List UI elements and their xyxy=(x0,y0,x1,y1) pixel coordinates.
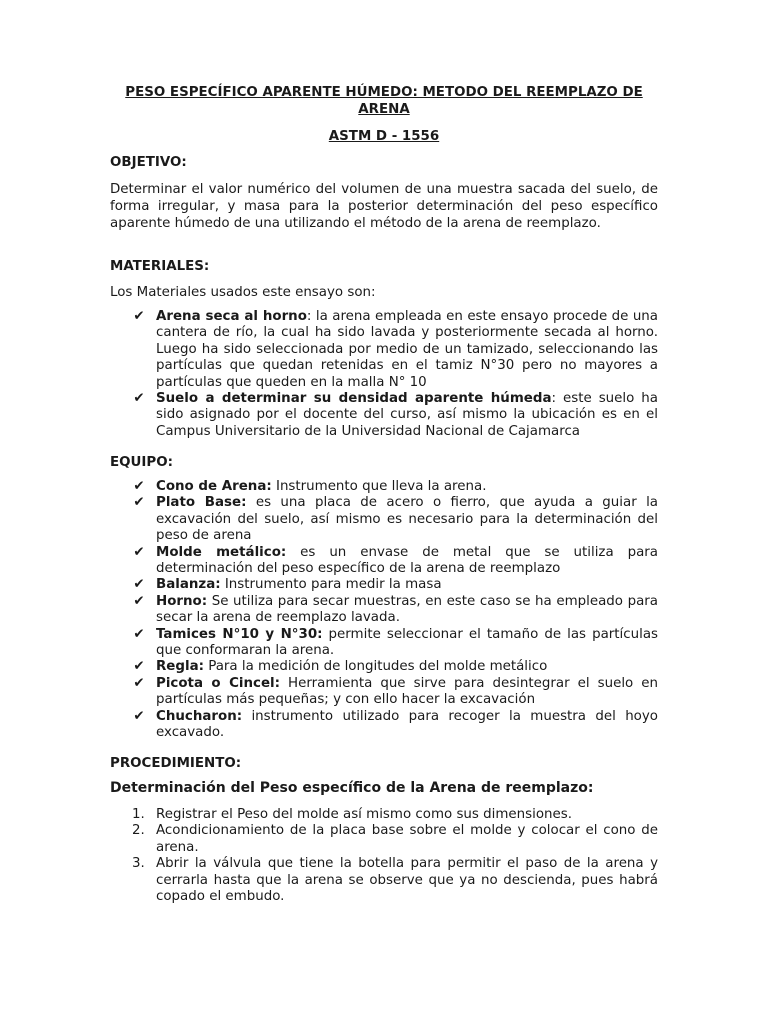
checkmark-icon: ✔ xyxy=(133,626,145,642)
materiales-list xyxy=(110,309,658,440)
item-text: Se utiliza para secar muestras, en este caso se ha empleado para secar la arena de reemplazo lavada. xyxy=(156,593,658,626)
item-term: Regla: xyxy=(156,659,204,675)
list-item xyxy=(110,627,658,660)
checkmark-icon: ✔ xyxy=(133,593,145,609)
checkmark-icon: ✔ xyxy=(133,544,145,560)
objetivo-text: Determinar el valor numérico del volumen de una muestra sacada del suelo, de forma irregular, y masa para la posterior determinación del peso específico aparente húmedo de una utilizando el método de la arena de reemplazo. xyxy=(110,182,658,231)
list-item xyxy=(110,594,658,627)
item-term: Plato Base: xyxy=(156,495,247,511)
item-term: Horno: xyxy=(156,593,208,609)
item-text: : la arena empleada en este ensayo procede de una cantera de río, la cual ha sido lavada y posteriormente secada al horno. Luego ha sido seleccionada por medio de un tamizado, seleccionando las partículas que quedan retenidas en el tamiz N°30 pero no mayores a partículas que queden en la malla N° 10 xyxy=(156,309,658,390)
step-number: 3. xyxy=(132,856,145,872)
checkmark-icon: ✔ xyxy=(133,309,145,324)
checkmark-icon: ✔ xyxy=(133,577,145,593)
item-text: : este suelo ha sido asignado por el docente del curso, así mismo la ubicación es en el Campus Universitario de la Universidad Nacional de Cajamarca xyxy=(156,391,659,439)
item-text: Herramienta que sirve para desintegrar el suelo en partículas más pequeñas; y con ello hacer la excavación xyxy=(156,675,659,708)
procedimiento-subheading: Determinación del Peso específico de la Arena de reemplazo: xyxy=(110,780,594,796)
checkmark-icon: ✔ xyxy=(133,675,145,691)
equipo-heading: EQUIPO: xyxy=(110,455,173,470)
list-item xyxy=(110,479,658,495)
step-text: Acondicionamiento de la placa base sobre el molde y colocar el cono de arena. xyxy=(156,823,658,855)
list-item xyxy=(110,807,658,823)
list-item xyxy=(110,823,658,856)
list-item xyxy=(110,659,658,675)
step-text: Registrar el Peso del molde así mismo como sus dimensiones. xyxy=(156,807,572,822)
list-item xyxy=(110,577,658,593)
item-term: Molde metálico: xyxy=(156,544,287,560)
step-text: Abrir la válvula que tiene la botella para permitir el paso de la arena y cerrarla hasta que la arena se observe que ya no descienda, pues habrá copado el embudo. xyxy=(156,856,658,905)
checkmark-icon: ✔ xyxy=(133,495,145,511)
list-item xyxy=(110,545,658,578)
item-text: permite seleccionar el tamaño de las partículas que conformaran la arena. xyxy=(156,626,659,659)
step-number: 2. xyxy=(132,823,145,839)
objetivo-heading: OBJETIVO: xyxy=(110,155,187,170)
item-term: Tamices N°10 y N°30: xyxy=(156,626,323,642)
item-term: Chucharon: xyxy=(156,708,243,724)
checkmark-icon: ✔ xyxy=(133,391,145,407)
materiales-heading: MATERIALES: xyxy=(110,259,210,274)
procedimiento-steps xyxy=(110,807,658,905)
item-text: Instrumento para medir la masa xyxy=(220,577,442,593)
checkmark-icon: ✔ xyxy=(133,659,145,675)
item-text: Para la medición de longitudes del molde metálico xyxy=(203,659,548,675)
equipo-list xyxy=(110,479,658,742)
document-title: PESO ESPECÍFICO APARENTE HÚMEDO: METODO DEL REEMPLAZO DE ARENA xyxy=(125,85,643,117)
standard-code: ASTM D - 1556 xyxy=(328,129,440,144)
list-item xyxy=(110,391,658,440)
item-term: Cono de Arena: xyxy=(156,479,272,494)
list-item xyxy=(110,495,658,544)
checkmark-icon: ✔ xyxy=(133,708,145,724)
list-item xyxy=(110,709,658,742)
item-text: es una placa de acero o fierro, que ayuda a guiar la excavación del suelo, así mismo es necesario para la determinación del peso de arena xyxy=(156,495,659,544)
item-term: Picota o Cincel: xyxy=(156,675,280,691)
checkmark-icon: ✔ xyxy=(133,479,145,494)
list-item xyxy=(110,856,658,905)
materiales-intro: Los Materiales usados este ensayo son: xyxy=(110,285,376,300)
list-item xyxy=(110,676,658,709)
item-term: Arena seca al horno xyxy=(156,309,307,324)
list-item xyxy=(110,309,658,391)
item-text: Instrumento que lleva la arena. xyxy=(271,479,487,494)
item-term: Balanza: xyxy=(156,577,221,593)
item-text: instrumento utilizado para recoger la muestra del hoyo excavado. xyxy=(156,708,658,741)
item-term: Suelo a determinar su densidad aparente húmeda xyxy=(156,391,552,407)
item-text: es un envase de metal que se utiliza para determinación del peso específico de la arena de reemplazo xyxy=(156,544,658,577)
step-number: 1. xyxy=(132,807,145,822)
procedimiento-heading: PROCEDIMIENTO: xyxy=(110,756,242,771)
